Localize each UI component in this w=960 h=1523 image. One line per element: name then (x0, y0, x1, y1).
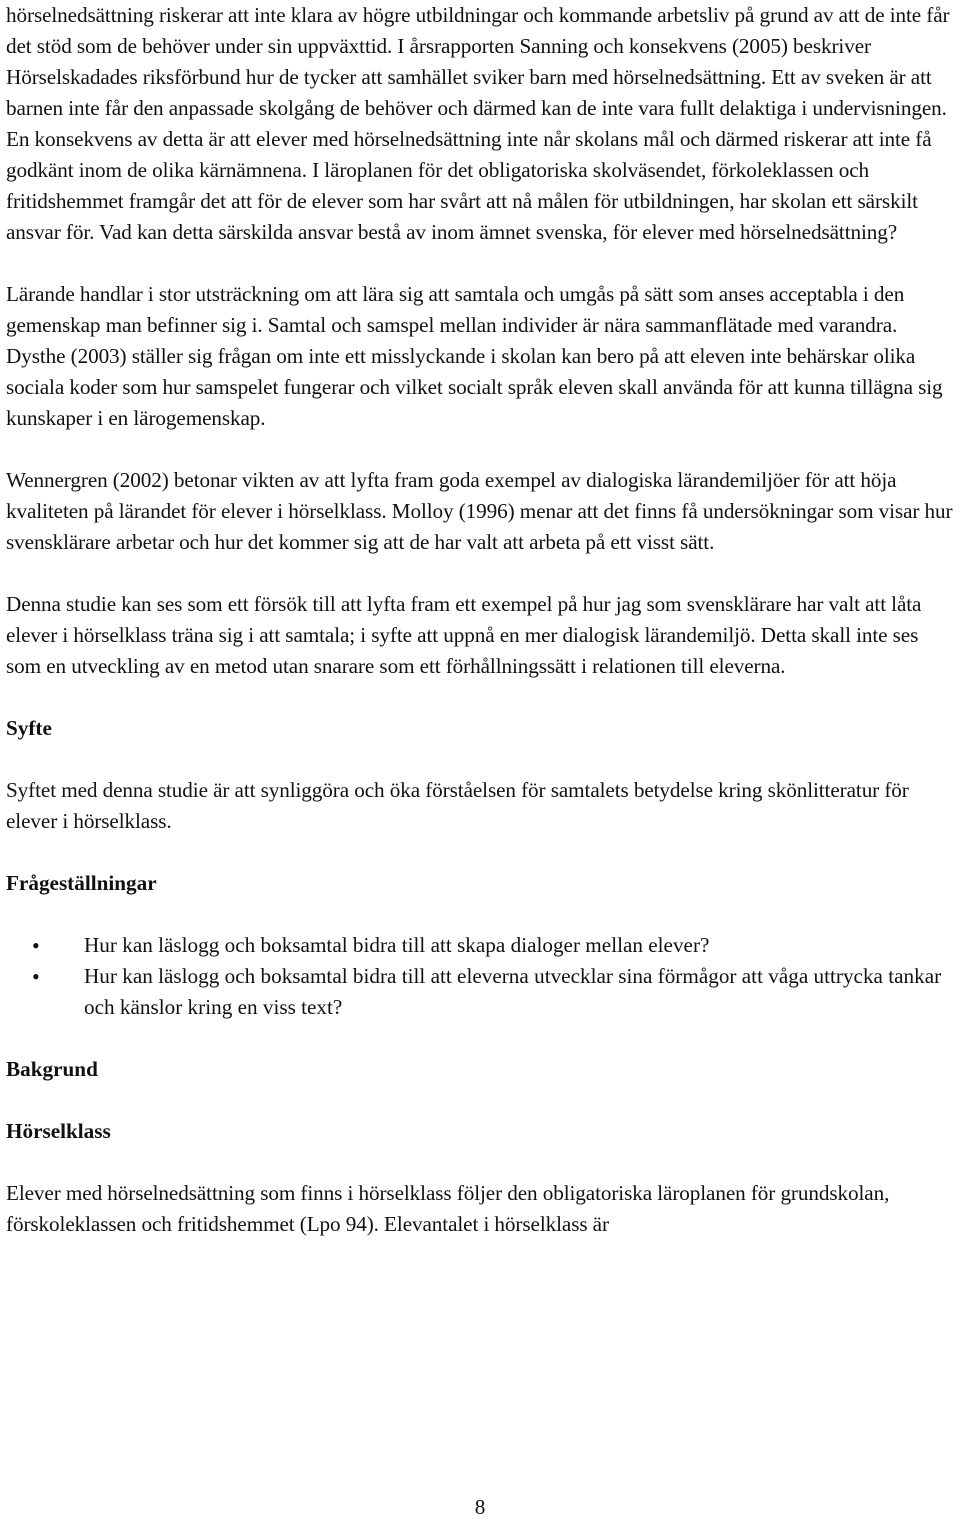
question-list (6, 930, 956, 1023)
question-list-item (6, 930, 956, 961)
section-heading-horselklass: Hörselklass (6, 1119, 111, 1143)
bullet-icon: • (32, 933, 40, 958)
body-paragraph-2: Lärande handlar i stor utsträckning om att lära sig att samtala och umgås på sätt som anses acceptabla i den gemenskap man befinner sig i. Samtal och samspel mellan individer är nära sammanflätade med varandra. Dysthe (2003) ställer sig frågan om inte ett misslyckande i skolan kan bero på att eleven inte behärskar olika sociala koder som hur samspelet fungerar och vilket socialt språk eleven skall använda för att kunna tillägna sig kunskaper i en lärogemenskap. (6, 282, 943, 430)
section-heading-bakgrund: Bakgrund (6, 1057, 98, 1081)
section-heading-syfte: Syfte (6, 716, 52, 740)
body-paragraph-1: hörselnedsättning riskerar att inte klara av högre utbildningar och kommande arbetsliv på grund av att de inte får det stöd som de behöver under sin uppväxttid. I årsrapporten Sanning och konsekvens (2005) beskriver Hörselskadades riksförbund hur de tycker att samhället sviker barn med hörselnedsättning. Ett av sveken är att barnen inte får den anpassade skolgång de behöver och därmed kan de inte vara fullt delaktiga i undervisningen. En konsekvens av detta är att elever med hörselnedsättning inte når skolans mål och därmed riskerar att inte få godkänt inom de olika kärnämnena. I läroplanen för det obligatoriska skolväsendet, förkoleklassen och fritidshemmet framgår det att för de elever som har svårt att nå målen för utbildningen, har skolan ett särskilt ansvar för. Vad kan detta särskilda ansvar bestå av inom ämnet svenska, för elever med hörselnedsättning? (6, 3, 950, 244)
horselklass-paragraph: Elever med hörselnedsättning som finns i hörselklass följer den obligatoriska läroplanen för grundskolan, förskoleklassen och fritidshemmet (Lpo 94). Elevantalet i hörselklass är (6, 1181, 890, 1236)
question-text: Hur kan läslogg och boksamtal bidra till att eleverna utvecklar sina förmågor att våga uttrycka tankar och känslor kring en viss text? (84, 964, 942, 1019)
body-paragraph-4: Denna studie kan ses som ett försök till att lyfta fram ett exempel på hur jag som svensklärare har valt att låta elever i hörselklass träna sig i att samtala; i syfte att uppnå en mer dialogisk lärandemiljö. Detta skall inte ses som en utveckling av en metod utan snarare som ett förhållningssätt i relationen till eleverna. (6, 592, 922, 678)
question-list-item (6, 961, 956, 1023)
page-number: 8 (474, 1495, 486, 1519)
body-paragraph-3: Wennergren (2002) betonar vikten av att lyfta fram goda exempel av dialogiska lärandemiljöer för att höja kvaliteten på lärandet för elever i hörselklass. Molloy (1996) menar att det finns få undersökningar som visar hur svensklärare arbetar och hur det kommer sig att de har valt att arbeta på ett visst sätt. (6, 468, 953, 554)
section-heading-fragestallningar: Frågeställningar (6, 871, 157, 895)
question-text: Hur kan läslogg och boksamtal bidra till att skapa dialoger mellan elever? (84, 933, 710, 957)
bullet-icon: • (32, 964, 40, 989)
document-page (6, 0, 956, 1240)
syfte-paragraph: Syftet med denna studie är att synliggöra och öka förståelsen för samtalets betydelse kring skönlitteratur för elever i hörselklass. (6, 778, 909, 833)
